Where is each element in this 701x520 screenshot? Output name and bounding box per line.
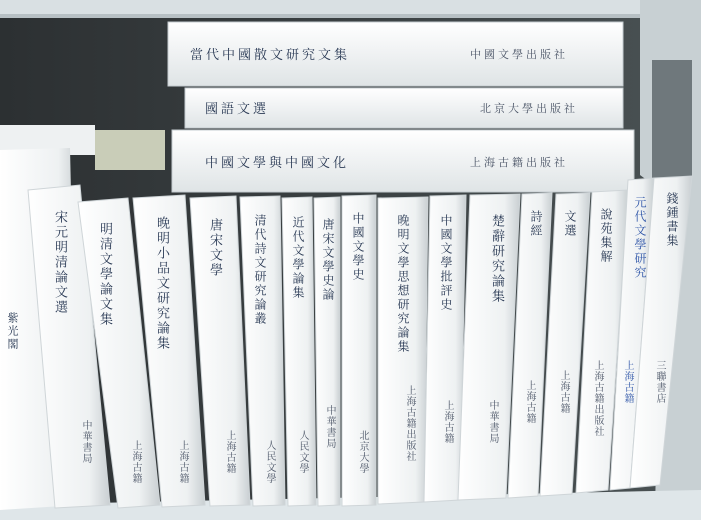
spine-4-title: 唐宋文學 <box>207 218 222 278</box>
spine-2-title: 明清文學論文集 <box>97 222 112 327</box>
right-panel-slot <box>652 60 692 180</box>
spine-16-title: 錢鍾書集 <box>665 192 679 248</box>
stacked-book-2-title: 國語文選 <box>205 102 270 117</box>
spine-7-meta: 中華書局 <box>324 405 335 449</box>
stacked-book-1-meta: 中國文學出版社 <box>470 48 568 61</box>
spine-15-meta: 上海古籍 <box>622 360 633 404</box>
spine-15-title: 元代文學研究 <box>633 196 647 280</box>
spine-row <box>0 148 692 510</box>
spine-9-meta: 上海古籍出版社 <box>404 385 415 462</box>
spine-8-title: 中國文學史 <box>351 212 365 282</box>
spine-10-meta: 上海古籍 <box>442 400 453 444</box>
stacked-book-1-title: 當代中國散文研究文集 <box>190 48 351 63</box>
spine-2-meta: 上海古籍 <box>130 440 141 484</box>
background-object <box>95 130 165 170</box>
stacked-book-2-meta: 北京大學出版社 <box>480 102 578 115</box>
spine-0-title: 紫光閣 <box>6 312 19 351</box>
upper-shelf-edge <box>0 14 701 18</box>
spine-4-meta: 上海古籍 <box>224 430 235 474</box>
spine-3-title: 晚明小品文研究論集 <box>154 216 169 351</box>
spine-11-title: 楚辭研究論集 <box>489 214 504 304</box>
spine-14-meta: 上海古籍出版社 <box>592 360 603 437</box>
spine-10-title: 中國文學批評史 <box>439 214 453 312</box>
stacked-book-3-meta: 上海古籍出版社 <box>470 156 568 169</box>
spine-13-title: 文選 <box>563 210 577 238</box>
spine-5-title: 清代詩文研究論叢 <box>253 214 267 326</box>
spine-6-meta: 人民文學 <box>297 430 308 474</box>
spine-13-meta: 上海古籍 <box>558 370 569 414</box>
spine-12-meta: 上海古籍 <box>524 380 535 424</box>
spine-1-title: 宋元明清論文選 <box>52 210 67 315</box>
spine-14-title: 說苑集解 <box>599 208 613 264</box>
spine-5-meta: 人民文學 <box>264 440 275 484</box>
spine-12-title: 詩經 <box>529 210 543 238</box>
spine-6-title: 近代文學論集 <box>291 216 305 300</box>
spine-8-meta: 北京大學 <box>357 430 368 474</box>
spine-11-meta: 中華書局 <box>487 400 498 444</box>
stacked-book-3-title: 中國文學與中國文化 <box>205 156 350 171</box>
spine-16-meta: 三聯書店 <box>654 360 665 404</box>
spine-9-title: 晚明文學思想研究論集 <box>396 214 410 354</box>
spine-3-meta: 上海古籍 <box>177 440 188 484</box>
spine-7-title: 唐宋文學史論 <box>321 218 335 302</box>
spine-1-meta: 中華書局 <box>80 420 91 464</box>
